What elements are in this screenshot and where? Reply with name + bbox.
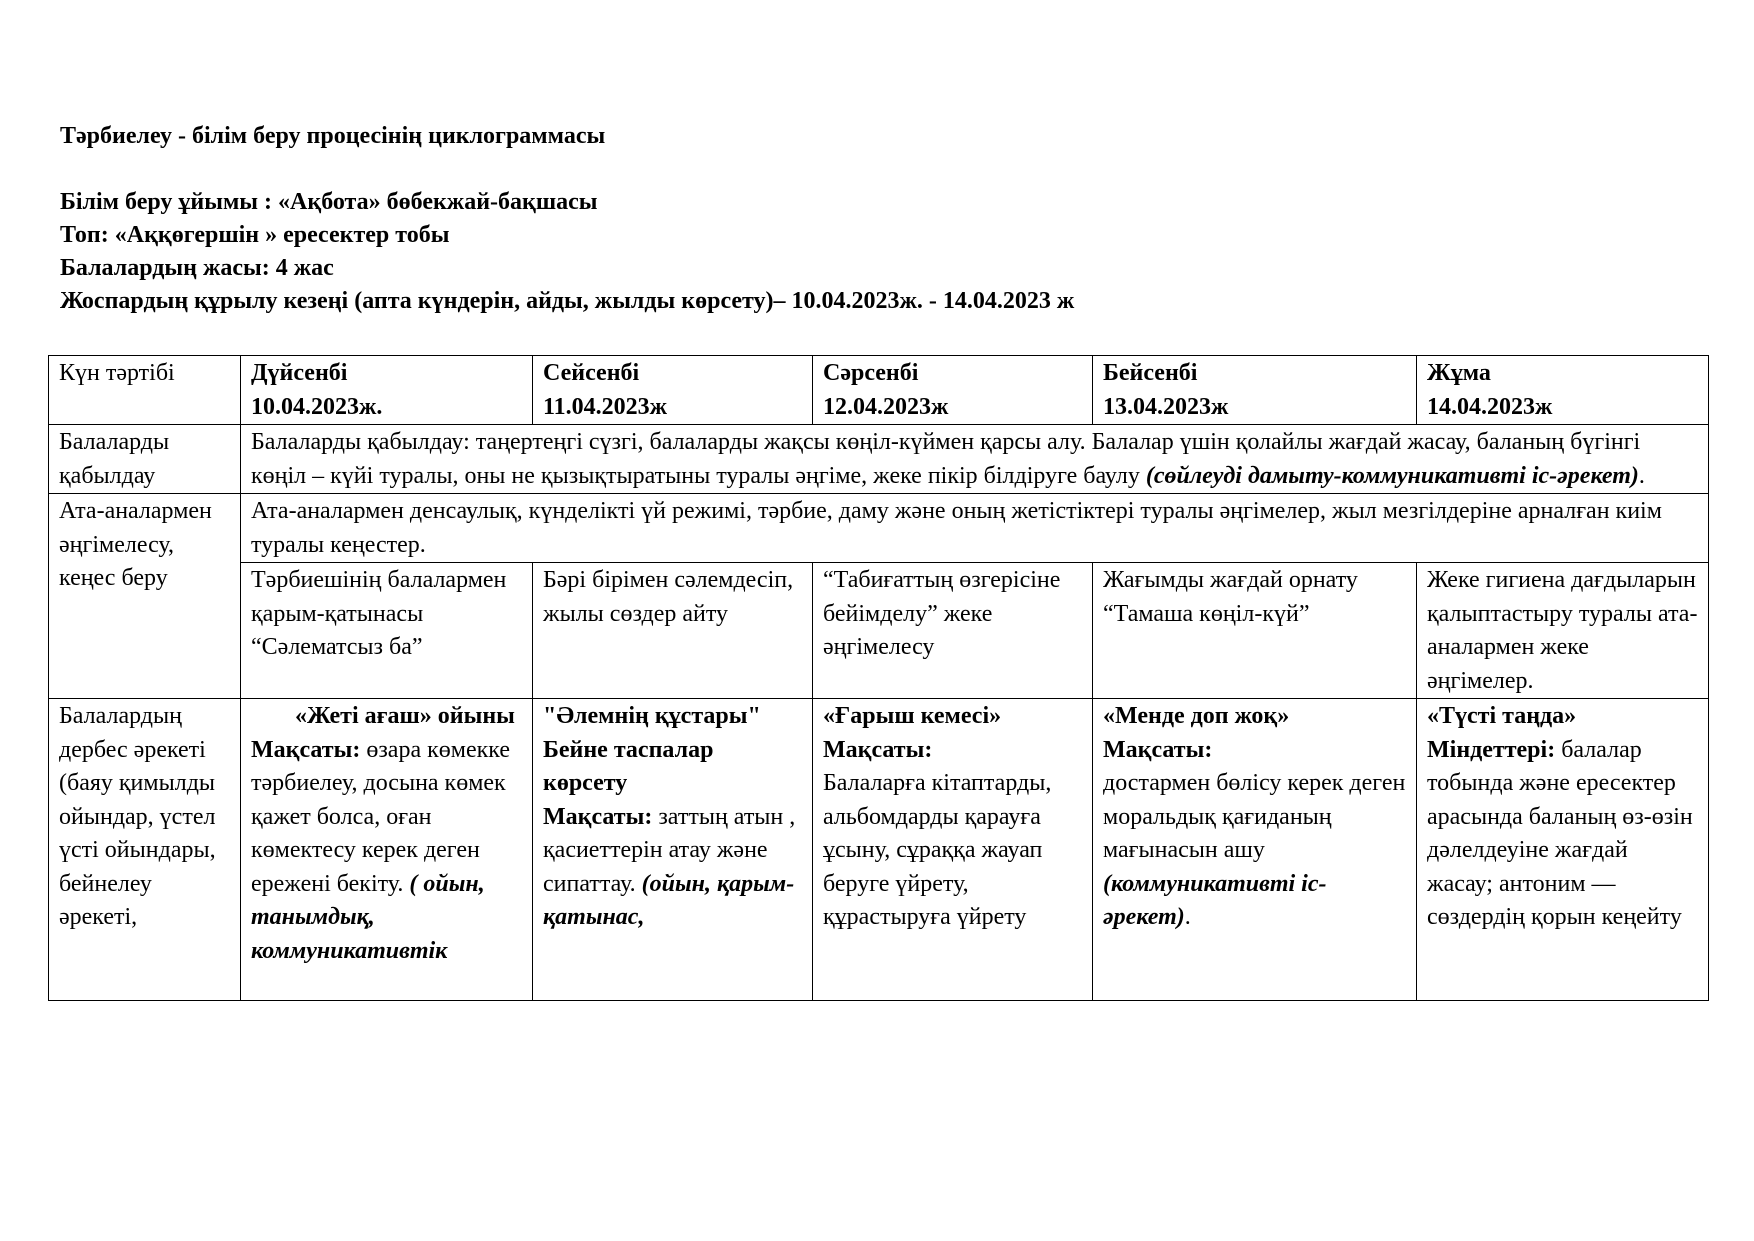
reception-text: Балаларды қабылдау: таңертеңгі сүзгі, балаларды жақсы көңіл-күймен қарсы алу. Балалар үшін қолайлы жағдай жасау, баланың бүгінгі көңіл – күйі туралы, оны не қызықтыратыны туралы әңгіме, жеке пікір білдіруге баулу [251, 429, 1641, 489]
goal-label: Мақсаты: [251, 736, 361, 763]
day-name: Бейсенбі [1103, 360, 1198, 386]
group-line: Топ: «Аққөгершін » ересектер тобы [60, 222, 450, 248]
goal-label: Мақсаты: [543, 803, 653, 830]
day-date: 14.04.2023ж [1427, 393, 1553, 420]
reception-activity: (сөйлеуді дамыту-коммуникативті іс-әрекет) [1145, 462, 1639, 489]
independent-activity-row [49, 699, 1709, 1001]
independent-cell-wednesday [813, 699, 1093, 1001]
goal-label: Мақсаты: [823, 736, 933, 763]
row-label-parents: Ата-аналармен әңгімелесу, кеңес беру [49, 494, 241, 699]
parents-cell-thursday: Жағымды жағдай орнату “Тамаша көңіл-күй” [1093, 563, 1417, 699]
activity-type: (коммуникативті іс-әрекет) [1103, 870, 1327, 930]
goal-text: достармен бөлісу керек деген моральдық қағиданың мағынасын ашу [1103, 770, 1406, 863]
game-title: "Әлемнің құстары" Бейне таспалар көрсету [543, 703, 761, 796]
activity-type: (ойын, қарым-қатынас, [543, 870, 795, 930]
reception-end: . [1638, 462, 1645, 489]
activity-end: . [1184, 904, 1191, 930]
goal-text: өзара көмекке тәрбиелеу, досына көмек қажет болса, оған көмектесу керек деген ережені бекіту. [251, 736, 510, 897]
goal-text: Балаларға кітаптарды, альбомдарды қарауға ұсыну, сұраққа жауап беруге үйрету, құрастыруға үйрету [823, 770, 1052, 930]
parents-cell-friday: Жеке гигиена дағдыларын қалыптастыру туралы ата-аналармен жеке әңгімелер. [1417, 563, 1709, 699]
cyclogram-table [48, 355, 1709, 1001]
game-title: «Жеті ағаш» ойыны [295, 703, 515, 729]
game-title: «Ғарыш кемесі» [823, 703, 1002, 729]
day-header-wednesday [813, 356, 1093, 425]
independent-cell-thursday [1093, 699, 1417, 1001]
day-header-thursday [1093, 356, 1417, 425]
day-name: Сәрсенбі [823, 360, 919, 386]
day-header-friday [1417, 356, 1709, 425]
corner-cell: Күн тәртібі [49, 356, 241, 425]
goal-text: балалар тобында және ересектер арасында баланың өз-өзін дәлелдеуіне жағдай жасау; антоним — сөздердің қорын кеңейту [1427, 736, 1693, 930]
day-name: Сейсенбі [543, 360, 640, 386]
day-header-monday [241, 356, 533, 425]
parents-common-row [49, 494, 1709, 563]
reception-row [49, 425, 1709, 494]
parents-common-cell: Ата-аналармен денсаулық, күнделікті үй режимі, тәрбие, даму және оның жетістіктері туралы әңгімелер, жыл мезгілдеріне арналған киім туралы кеңестер. [241, 494, 1709, 563]
parents-cell-wednesday: “Табиғаттың өзгерісіне бейімделу” жеке әңгімелесу [813, 563, 1093, 699]
row-label-independent: Балалардың дербес әрекеті (баяу қимылды ойындар, үстел үсті ойындары, бейнелеу әрекеті, [49, 699, 241, 1001]
document-title: Тәрбиелеу - білім беру процесінің циклограммасы [60, 123, 606, 149]
organization-line: Білім беру ұйымы : «Ақбота» бөбекжай-бақшасы [60, 189, 598, 215]
game-title: «Менде доп жоқ» [1103, 703, 1290, 729]
day-name: Дүйсенбі [251, 360, 348, 386]
parents-cell-monday: Тәрбиешінің балалармен қарым-қатынасы “Сәлематсыз ба” [241, 563, 533, 699]
document-header [60, 120, 1074, 318]
activity-type: ( ойын, танымдық, коммуникативтік [251, 870, 485, 964]
goal-text: заттың атын , қасиеттерін атау және сипаттау. [543, 803, 796, 897]
day-header-tuesday [533, 356, 813, 425]
day-date: 10.04.2023ж. [251, 393, 383, 420]
reception-cell [241, 425, 1709, 494]
independent-cell-monday [241, 699, 533, 1001]
period-line: Жоспардың құрылу кезеңі (апта күндерін, айды, жылды көрсету)– 10.04.2023ж. - 14.04.2023 ж [60, 288, 1075, 314]
parents-days-row [49, 563, 1709, 699]
goal-label: Мақсаты: [1103, 736, 1213, 763]
goal-label: Міндеттері: [1427, 736, 1556, 763]
independent-cell-friday [1417, 699, 1709, 1001]
day-name: Жұма [1427, 360, 1491, 386]
day-date: 13.04.2023ж [1103, 393, 1229, 420]
row-label-reception: Балаларды қабылдау [49, 425, 241, 494]
table-header-row [49, 356, 1709, 425]
parents-cell-tuesday: Бәрі бірімен сәлемдесіп, жылы сөздер айту [533, 563, 813, 699]
game-title: «Түсті таңда» [1427, 703, 1577, 729]
day-date: 12.04.2023ж [823, 393, 949, 420]
day-date: 11.04.2023ж [543, 393, 668, 420]
age-line: Балалардың жасы: 4 жас [60, 255, 334, 281]
independent-cell-tuesday [533, 699, 813, 1001]
